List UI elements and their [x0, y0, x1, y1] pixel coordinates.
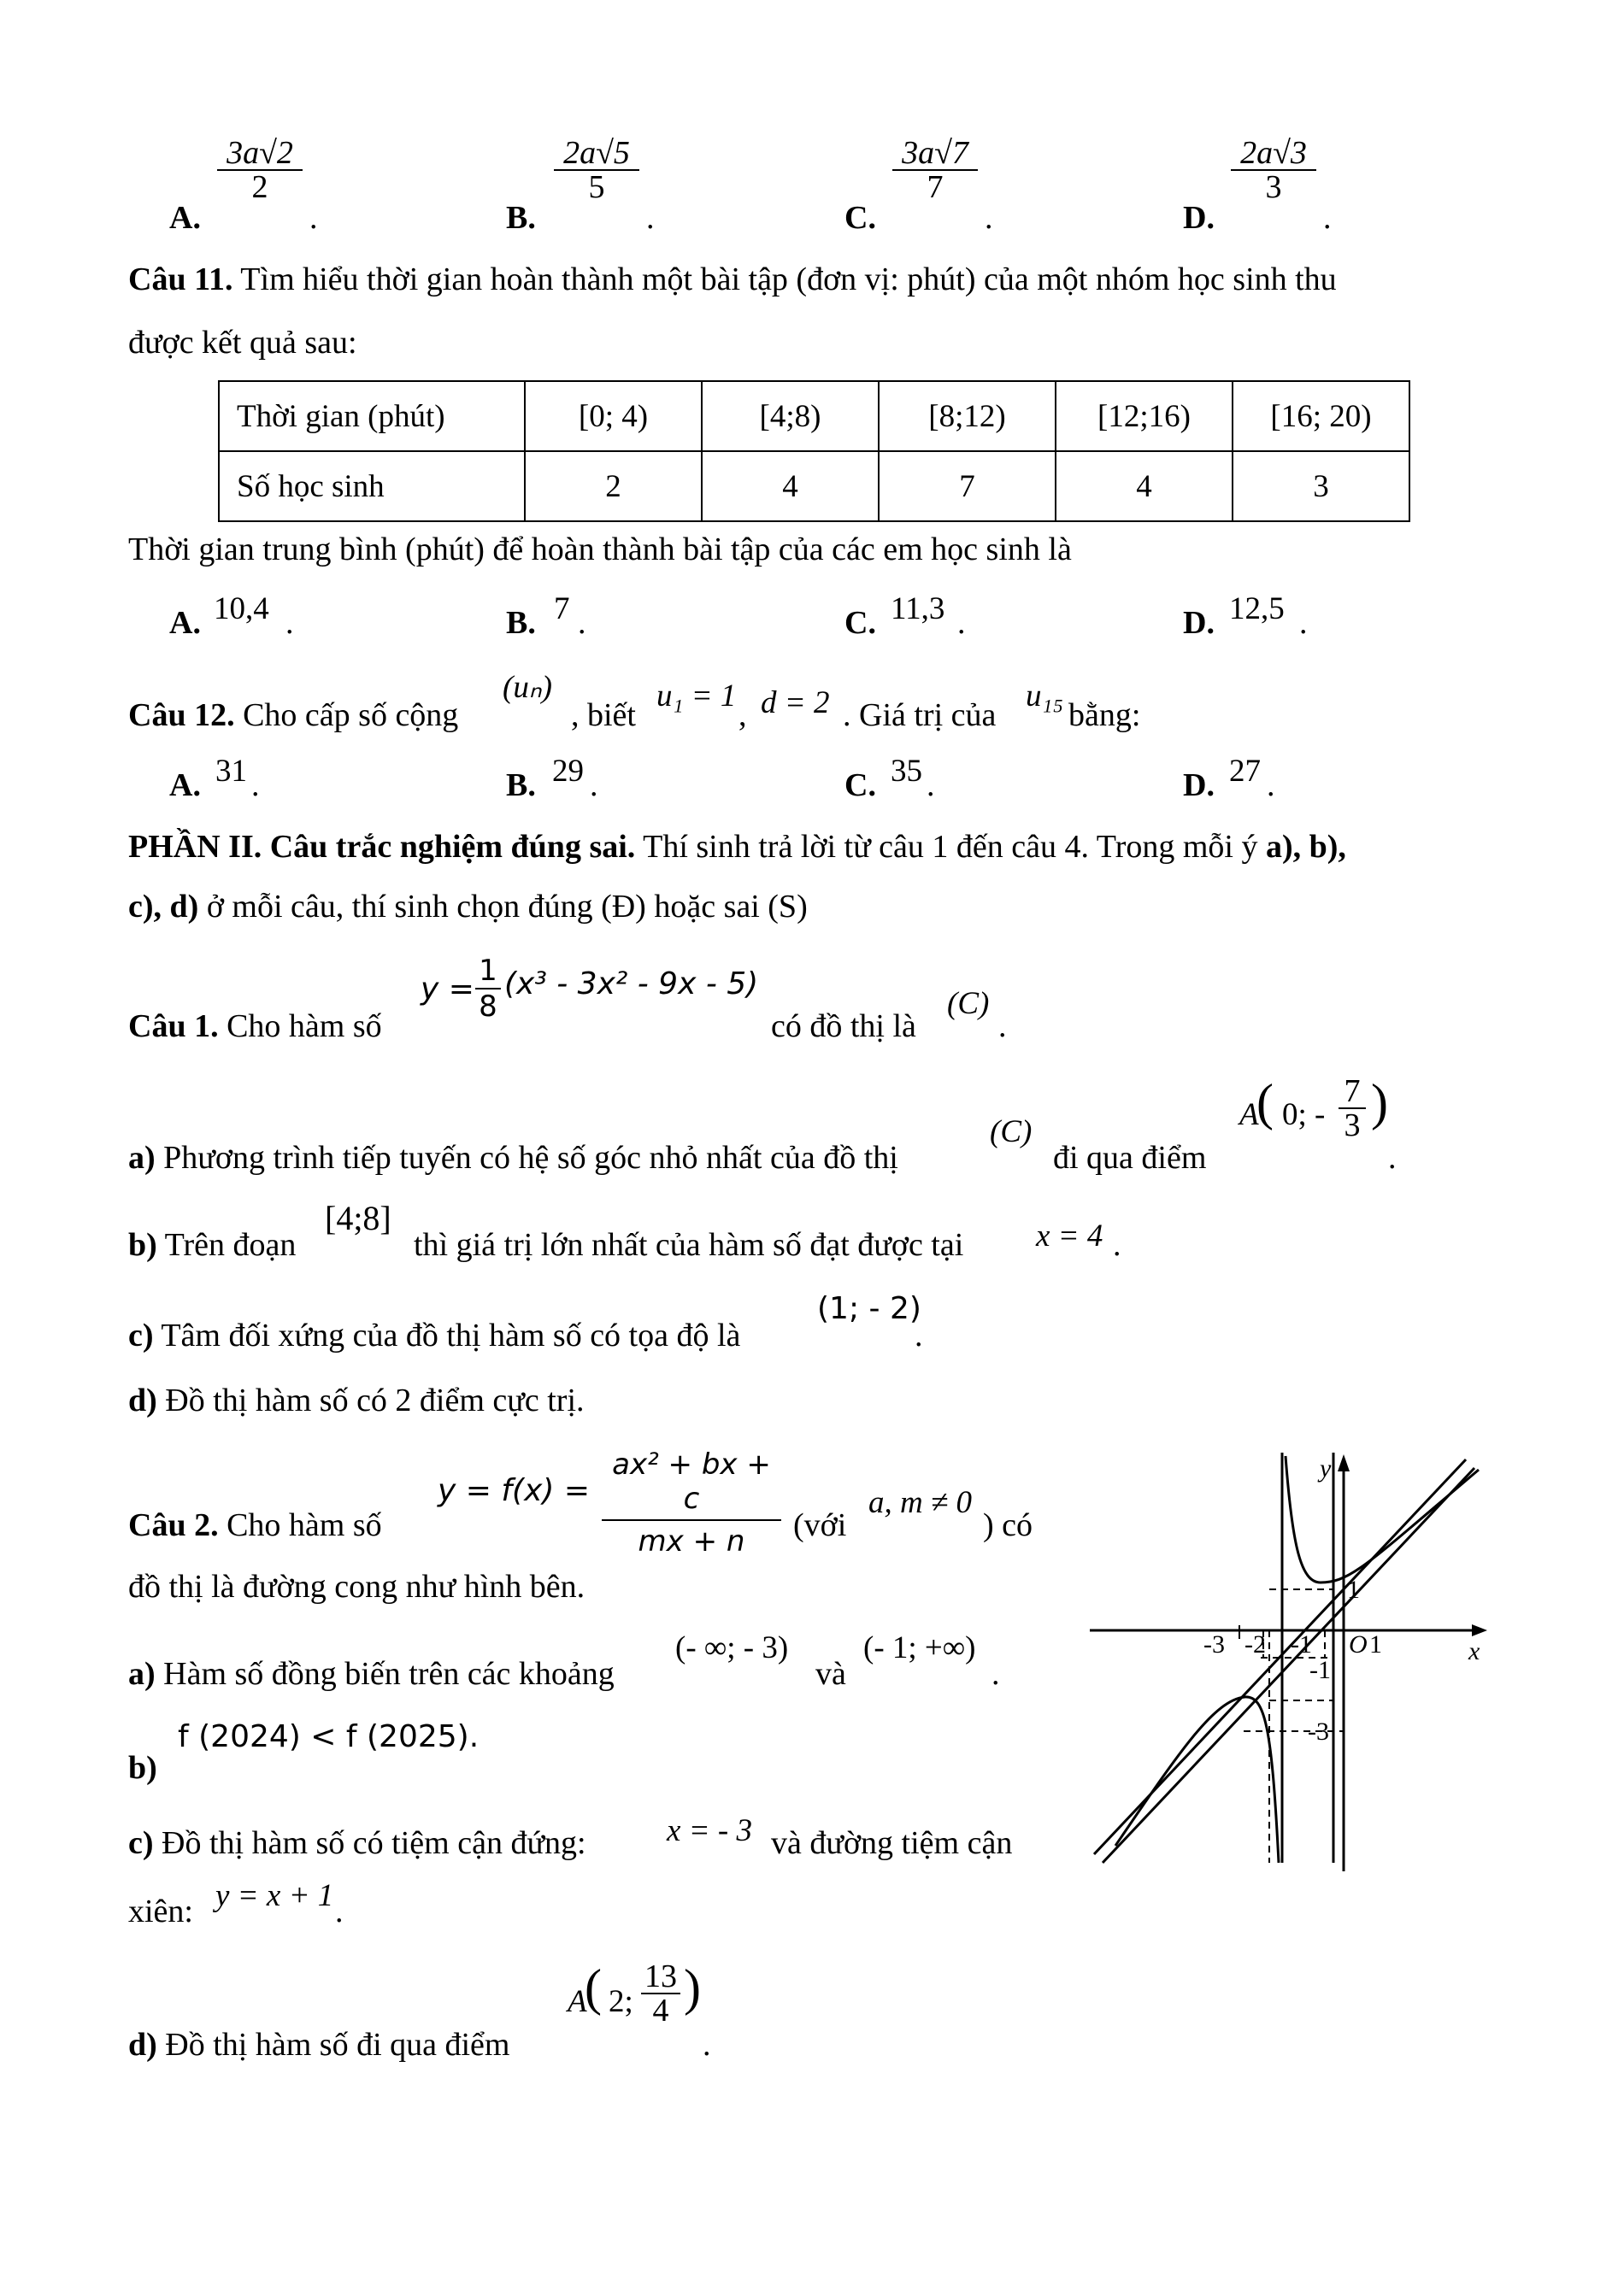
- table-cell-interval: [8;12): [879, 381, 1056, 451]
- c2-d-point-frac: 13 4: [641, 1960, 680, 2027]
- option-value: 31: [215, 754, 247, 789]
- option-b-letter: B.: [506, 200, 536, 236]
- tick-label: -3: [1203, 1630, 1225, 1659]
- c-point: (1; - 2): [817, 1291, 921, 1326]
- x-axis-arrow-icon: [1472, 1624, 1487, 1636]
- option-value: 12,5: [1229, 591, 1285, 626]
- y-axis-arrow-icon: [1338, 1454, 1350, 1471]
- origin-label: O: [1349, 1630, 1368, 1659]
- option-value: 10,4: [214, 591, 269, 626]
- c1-func-frac: 1 8: [475, 954, 501, 1024]
- part2-line2: c), d) ở mỗi câu, thí sinh chọn đúng (Đ) hoặc sai (S): [128, 889, 808, 925]
- b-expression: f (2024) < f (2025).: [178, 1719, 480, 1754]
- tick-label: -2: [1244, 1630, 1266, 1659]
- target-u15: u₁₅: [1026, 678, 1064, 713]
- table-row: [219, 381, 1409, 451]
- q11-question: Thời gian trung bình (phút) để hoàn thành bài tập của các em học sinh là: [128, 531, 1072, 567]
- option-b-fraction: 2a√5 5: [554, 137, 639, 203]
- q11-text-line1: Câu 11. Tìm hiểu thời gian hoàn thành một bài tập (đơn vị: phút) của một nhóm học sinh thu: [128, 261, 1337, 297]
- c1-func-y: y =: [421, 972, 474, 1007]
- option-value: 27: [1229, 754, 1261, 789]
- table-cell-count: 4: [1056, 451, 1233, 521]
- option-a-fraction: 3a√2 2: [217, 137, 303, 203]
- graph-lower-branch: [1115, 1697, 1279, 1863]
- table-header-time: Thời gian (phút): [219, 381, 525, 451]
- table-cell-count: 2: [525, 451, 702, 521]
- option-d-fraction: 2a√3 3: [1231, 137, 1316, 203]
- table-cell-count: 3: [1233, 451, 1409, 521]
- c1-func-body: (x³ - 3x² - 9x - 5): [504, 966, 759, 1001]
- option-value: 7: [554, 591, 570, 626]
- function-graph: [1077, 1444, 1504, 1880]
- c2-func-frac: ax² + bx + c mx + n: [602, 1447, 781, 1559]
- option-value: 11,3: [891, 591, 945, 626]
- option-d-letter: D.: [1183, 200, 1215, 236]
- b-interval: [4;8]: [325, 1199, 391, 1237]
- table-header-count: Số học sinh: [219, 451, 525, 521]
- part2-line1: PHẦN II. Câu trắc nghiệm đúng sai. Thí sinh trả lời từ câu 1 đến câu 4. Trong mỗi ý a), b),: [128, 829, 1346, 865]
- table-cell-interval: [16; 20): [1233, 381, 1409, 451]
- tick-label: 1: [1347, 1576, 1360, 1604]
- seq-name: (uₙ): [503, 670, 552, 705]
- c1-a-point-frac: 7 3: [1339, 1075, 1366, 1142]
- table-row: [219, 451, 1409, 521]
- table-cell-interval: [0; 4): [525, 381, 702, 451]
- tick-label: -1: [1309, 1656, 1331, 1684]
- interval-2: (- 1; +∞): [863, 1630, 976, 1665]
- option-a-letter: A.: [169, 200, 201, 236]
- option-value: 29: [552, 754, 584, 789]
- q11-text-line2: được kết quả sau:: [128, 325, 357, 361]
- x-axis-label: x: [1468, 1637, 1480, 1665]
- tick-label: -1: [1291, 1630, 1312, 1659]
- cond-d: d = 2: [761, 685, 830, 720]
- tick-label: 1: [1369, 1630, 1382, 1659]
- option-c-letter: C.: [844, 200, 876, 236]
- table-cell-count: 7: [879, 451, 1056, 521]
- q11-table: [218, 380, 1410, 522]
- interval-1: (- ∞; - 3): [675, 1630, 789, 1665]
- option-value: 35: [891, 754, 922, 789]
- cond-u1: u₁ = 1: [656, 678, 737, 713]
- graph-name: (C): [947, 986, 990, 1021]
- table-cell-interval: [12;16): [1056, 381, 1233, 451]
- tick-label: -3: [1308, 1718, 1329, 1746]
- table-cell-interval: [4;8): [702, 381, 879, 451]
- y-axis-label: y: [1320, 1454, 1332, 1483]
- c1-item-d: d) Đồ thị hàm số có 2 điểm cực trị.: [128, 1383, 585, 1418]
- option-c-fraction: 3a√7 7: [892, 137, 978, 203]
- table-cell-count: 4: [702, 451, 879, 521]
